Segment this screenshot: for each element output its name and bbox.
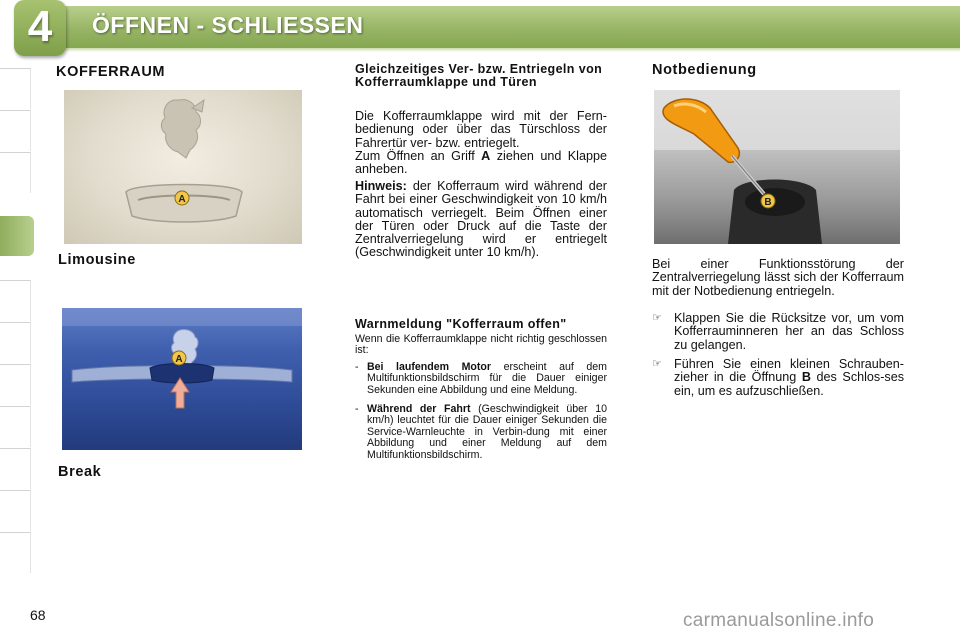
label-a-bottom: A — [175, 354, 183, 365]
chapter-number: 4 — [27, 2, 53, 51]
heading-warning-trunk-open: Warnmeldung "Kofferraum offen" — [355, 317, 567, 331]
break-tailgate-illustration — [62, 308, 302, 450]
warning-item-engine-running: - Bei laufendem Motor erscheint auf dem Multifunktionsbildschirm für die Dauer einiger Sekunden eine Abbildung und eine Meldung. — [355, 361, 607, 396]
instruction-fold-seats: ☞ Klappen Sie die Rücksitze vor, um vom Kofferrauminneren her an das Schloss zu gelangen. — [652, 311, 904, 352]
warning-item-driving: - Während der Fahrt (Geschwindigkeit über 10 km/h) leuchtet für die Dauer einiger Sekunden die Service-Warnleuchte in Verbin-dung mit einer Abbildung und einer Meldung auf dem Multifunktionsbildschirm. — [355, 403, 607, 461]
paragraph-open-handle: Zum Öffnen an Griff A ziehen und Klappe anheben. — [355, 149, 608, 177]
note-label: Hinweis: — [355, 179, 407, 193]
chapter-tab-6[interactable] — [0, 322, 31, 363]
handle-label-a: A — [481, 149, 491, 163]
chapter-tab-3[interactable] — [0, 152, 31, 193]
chapter-tab-9[interactable] — [0, 448, 31, 489]
chapter-badge — [14, 0, 66, 56]
warning-intro: Wenn die Kofferraumklappe nicht richtig geschlossen ist: — [355, 333, 607, 357]
tailgate-handle-illustration — [64, 90, 302, 244]
page-title: ÖFFNEN - SCHLIESSEN — [92, 12, 364, 38]
chapter-tab-7[interactable] — [0, 364, 31, 405]
chapter-tab-2[interactable] — [0, 110, 31, 151]
chapter-tab-11[interactable] — [0, 532, 31, 573]
page-number: 68 — [30, 607, 46, 623]
label-a-top: A — [178, 194, 186, 205]
paragraph-note: Hinweis: der Kofferraum wird während der Fahrt bei einer Geschwindigkeit von 10 km/h automatisch verriegelt. Beim Öffnen einer der Türen oder Druck auf die Taste der Zentralverriegelung wird er entriegelt (Geschwindigkeit unter 10 km/h). — [355, 179, 608, 260]
chapter-tab-1[interactable] — [0, 68, 31, 109]
chapter-tab-8[interactable] — [0, 406, 31, 447]
site-watermark: carmanualsonline.info — [683, 610, 875, 631]
paragraph-emergency-intro: Bei einer Funktionsstörung der Zentralverriegelung lässt sich der Kofferraum mit der Notbedienung entriegeln. — [652, 257, 904, 298]
emergency-release-illustration — [654, 90, 900, 244]
section-title-emergency: Notbedienung — [652, 62, 757, 78]
section-title-kofferraum: KOFFERRAUM — [56, 64, 166, 80]
heading-simultaneous-locking: Gleichzeitiges Ver- bzw. Entriegeln von Kofferraumklappe und Türen — [355, 62, 603, 89]
chapter-tab-10[interactable] — [0, 490, 31, 531]
paragraph-remote-control: Die Kofferraumklappe wird mit der Fern-bedienung oder über das Türschloss der Fahrertür ver- bzw. entriegelt. — [355, 109, 607, 150]
hand-pointer-icon: ☞ — [652, 312, 662, 324]
hand-pointer-icon: ☞ — [652, 358, 662, 370]
page-header — [0, 0, 960, 58]
instruction-insert-screwdriver: ☞ Führen Sie einen kleinen Schrauben-zieher in die Öffnung B des Schlos-ses ein, um es aufzuschließen. — [652, 357, 905, 398]
chapter-tab-5[interactable] — [0, 280, 31, 321]
caption-break: Break — [58, 464, 102, 480]
chapter-tabs — [0, 58, 32, 578]
chapter-tab-4-active[interactable] — [0, 216, 34, 256]
label-b: B — [764, 197, 772, 208]
caption-limousine: Limousine — [58, 252, 136, 268]
